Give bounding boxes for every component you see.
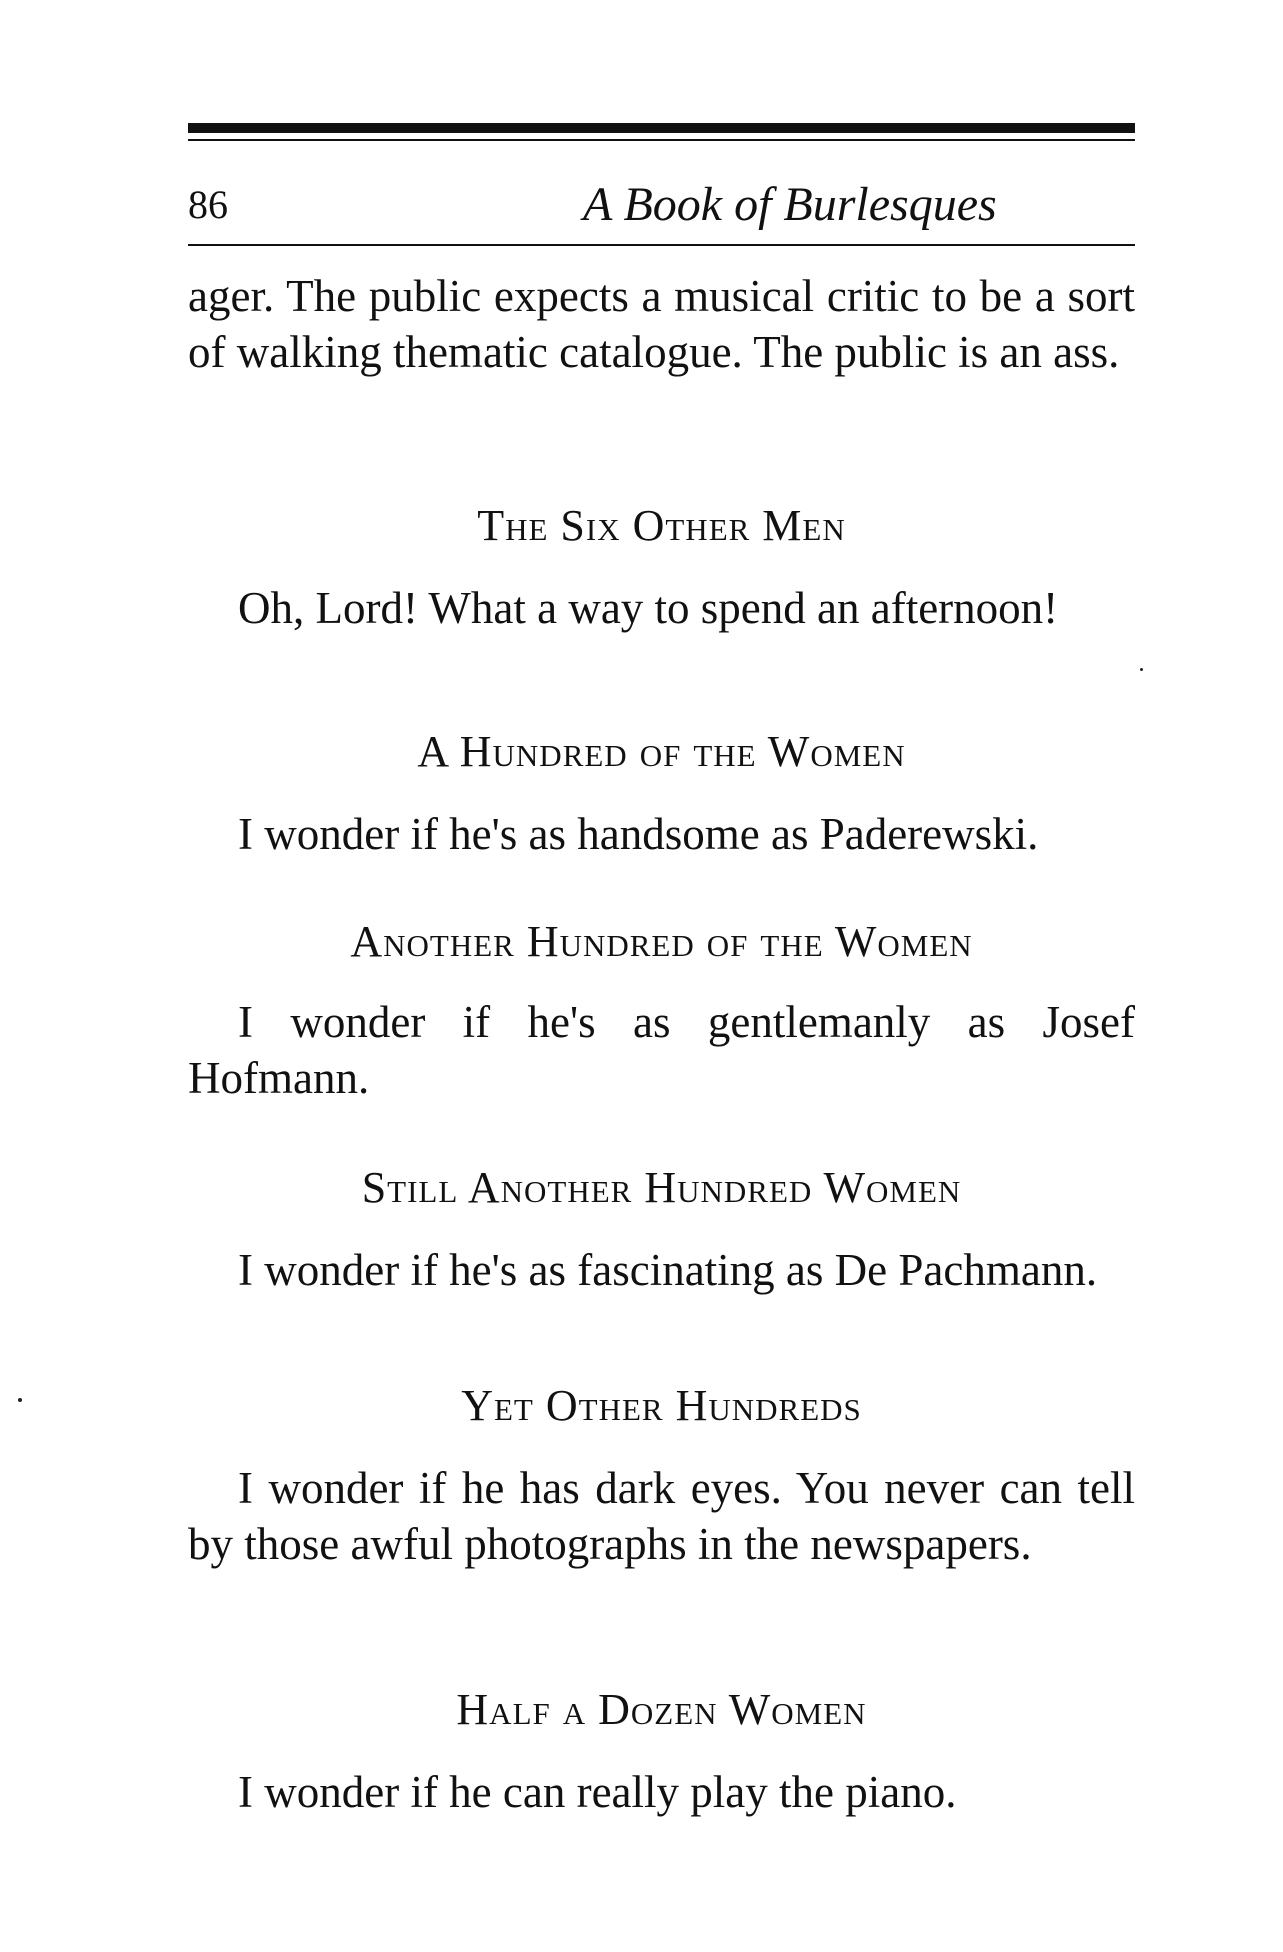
speech-text: Oh, Lord! What a way to spend an afternoon! <box>238 583 1059 633</box>
speech-text: I wonder if he can really play the piano. <box>238 1767 957 1817</box>
speech-text: I wonder if he has dark eyes. You never can tell by those awful photographs in the newspapers. <box>188 1463 1135 1569</box>
speaker-heading: Still Another Hundred Women <box>361 1163 962 1212</box>
speaker-heading: Another Hundred of the Women <box>350 917 973 966</box>
running-title: A Book of Burlesques <box>583 178 997 231</box>
speaker-heading: The Six Other Men <box>477 501 846 550</box>
scan-speck <box>18 1398 22 1402</box>
header-rule-bottom <box>188 244 1135 246</box>
paragraph-continuation: ager. The public expects a musical critic to be a sort of walking thematic catalogue. The public is an ass. <box>188 271 1135 377</box>
speech-text: I wonder if he's as fascinating as De Pachmann. <box>238 1245 1098 1295</box>
header-rule-thin <box>188 139 1135 141</box>
speaker-heading: A Hundred of the Women <box>417 727 906 776</box>
speech-text: I wonder if he's as gentlemanly as Josef Hofmann. <box>188 997 1135 1103</box>
running-header <box>188 175 1135 235</box>
speaker-heading: Half a Dozen Women <box>456 1685 867 1734</box>
speaker-heading: Yet Other Hundreds <box>461 1381 862 1430</box>
scan-speck <box>1140 668 1143 671</box>
page-number: 86 <box>188 182 228 227</box>
header-rule-thick <box>188 123 1135 133</box>
speech-text: I wonder if he's as handsome as Paderewski. <box>238 809 1039 859</box>
